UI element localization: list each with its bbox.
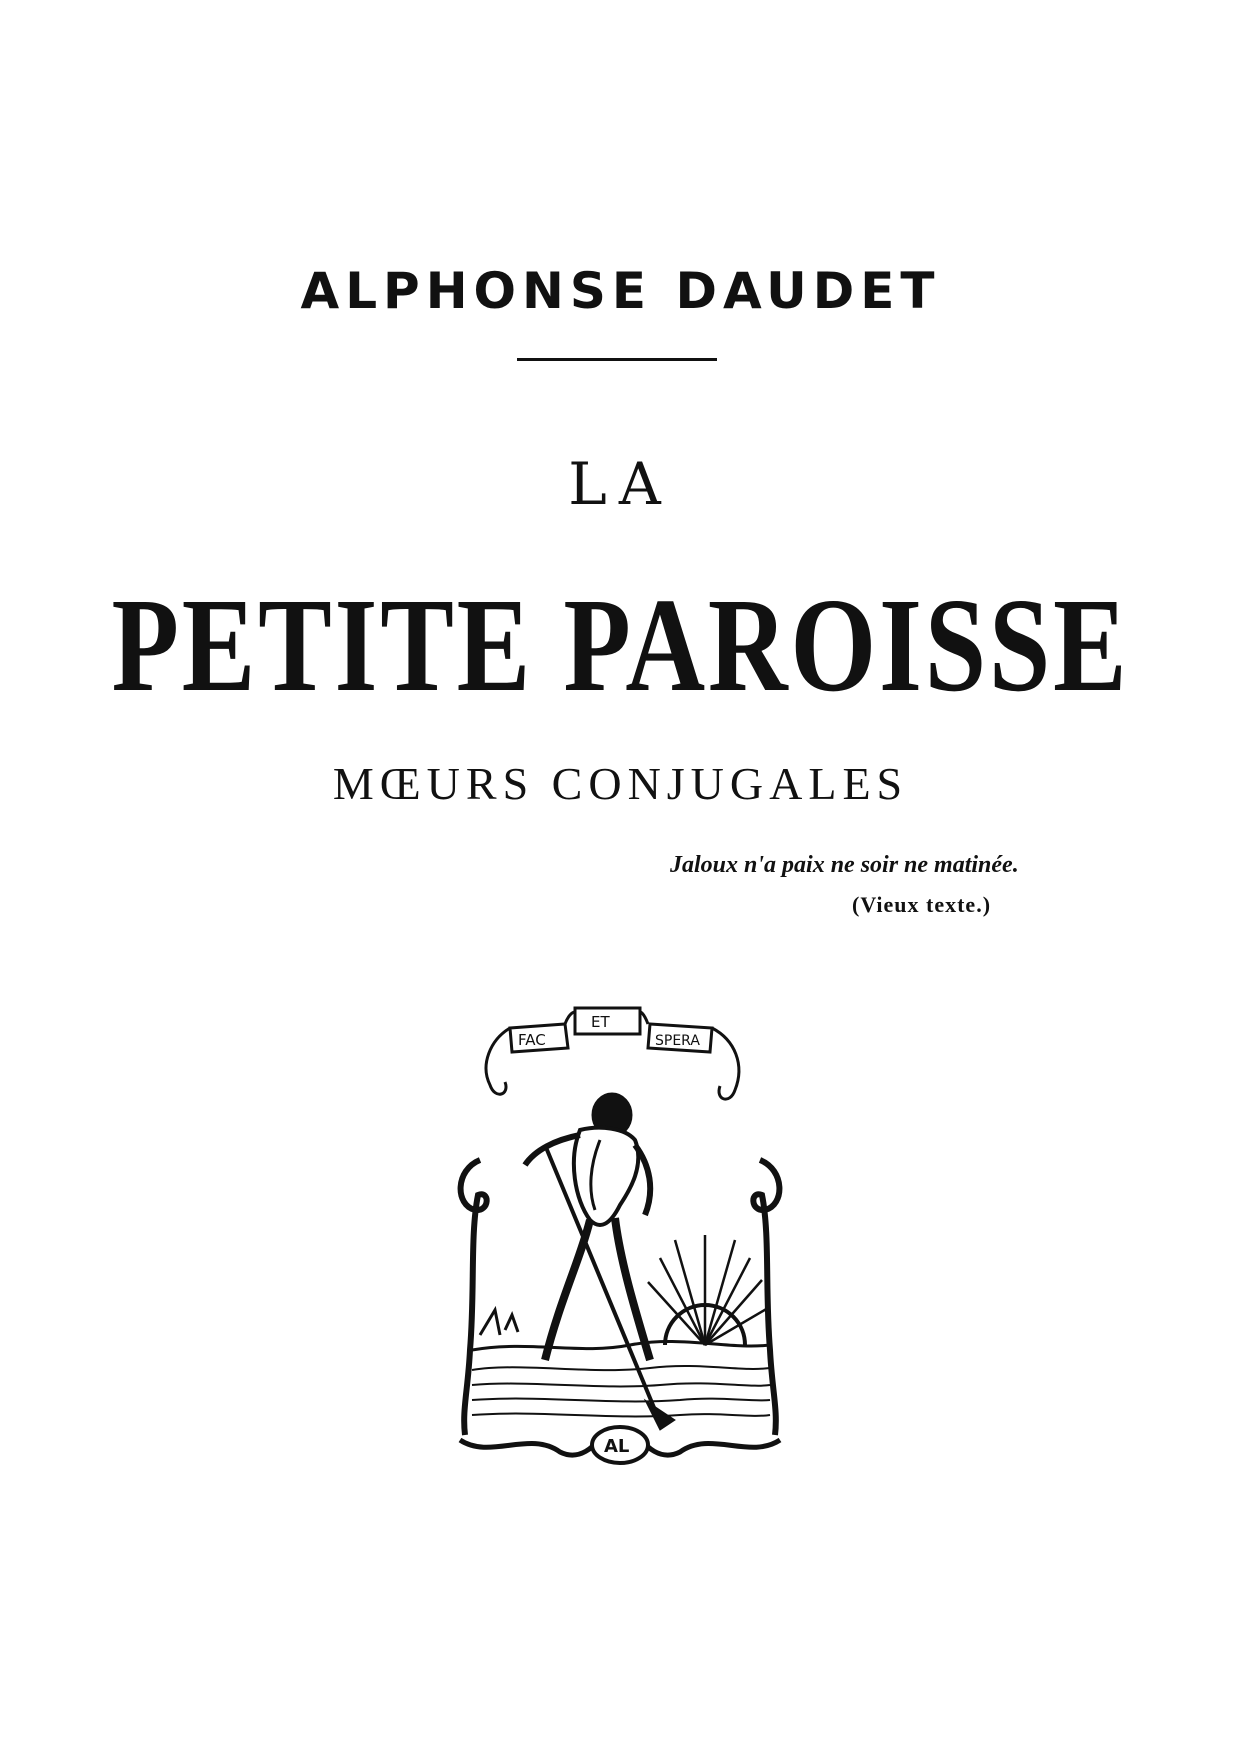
book-subtitle: MŒURS CONJUGALES: [332, 758, 909, 809]
motto-left: FAC: [518, 1031, 546, 1049]
motto-banner: [486, 1008, 739, 1099]
motto-center: ET: [591, 1013, 610, 1031]
motto-right: SPERA: [655, 1033, 700, 1049]
book-title: PETITE PAROISSE: [111, 570, 1130, 720]
epigraph-source: (Vieux texte.): [852, 892, 992, 917]
digging-figure-illustration: [525, 1093, 675, 1430]
title-rule: [517, 358, 717, 361]
monogram: AL: [604, 1436, 630, 1457]
title-article: LA: [568, 450, 673, 518]
rising-sun-icon: [648, 1235, 768, 1345]
author-name: ALPHONSE DAUDET: [300, 262, 941, 320]
printer-mark-emblem: [450, 990, 790, 1470]
epigraph: Jaloux n'a paix ne soir ne matinée.: [670, 852, 1019, 878]
